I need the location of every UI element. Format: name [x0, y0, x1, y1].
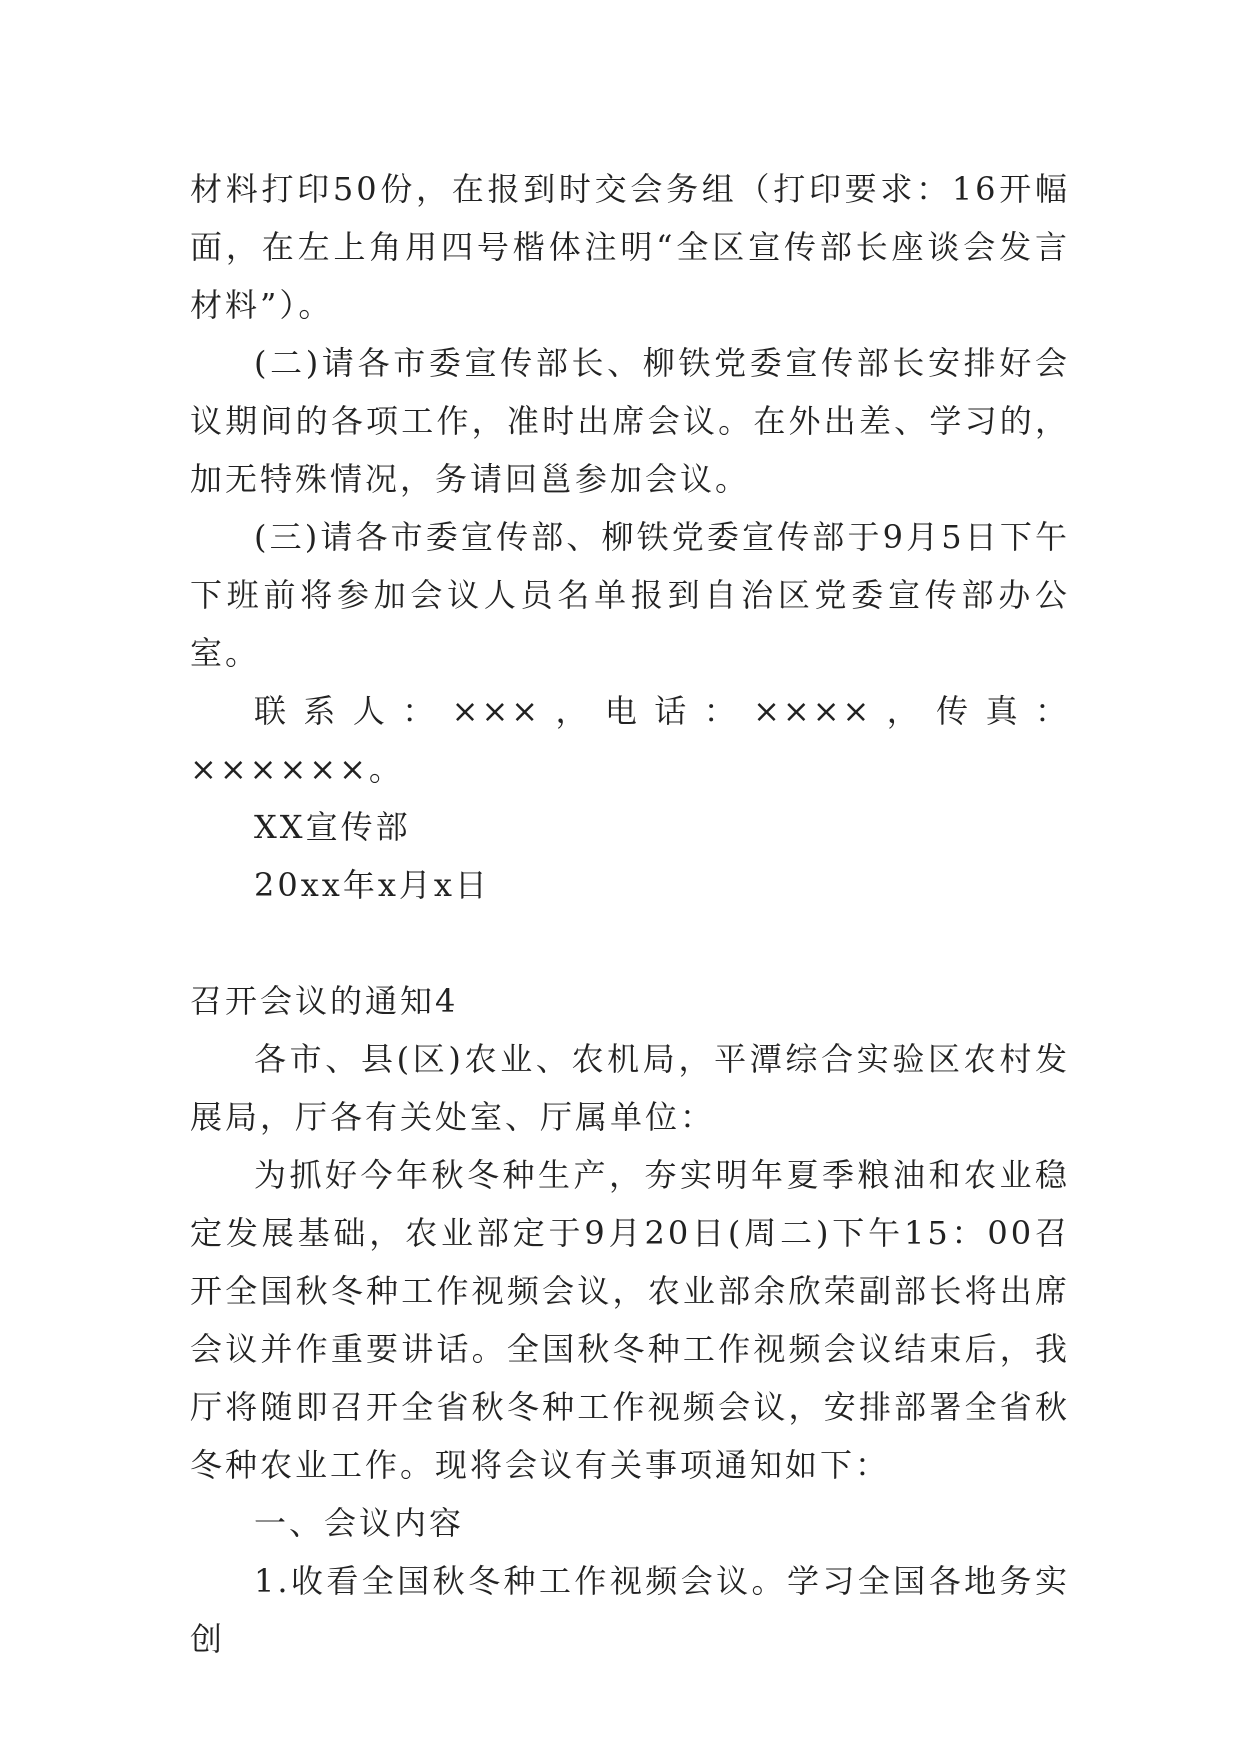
paragraph-item-3: (三)请各市委宣传部、柳铁党委宣传部于9月5日下午下班前将参加会议人员名单报到自治区党委宣传部办公室。: [190, 518, 1070, 672]
section-title: 召开会议的通知4: [190, 982, 459, 1020]
document-body: [190, 160, 1070, 1668]
paragraph-item-1: 1.收看全国秋冬种工作视频会议。学习全国各地务实创: [190, 1562, 1070, 1658]
signature-date: 20xx年x月x日: [254, 866, 490, 904]
signature-organization: XX宣传部: [254, 808, 411, 846]
paragraph-intro: 为抓好今年秋冬种生产，夯实明年夏季粮油和农业稳定发展基础，农业部定于9月20日(周二)下午15：00召开全国秋冬种工作视频会议，农业部余欣荣副部长将出席会议并作重要讲话。全国秋冬种工作视频会议结束后，我厅将随即召开全省秋冬种工作视频会议，安排部署全省秋冬种农业工作。现将会议有关事项通知如下：: [190, 1156, 1070, 1484]
addressee: 各市、县(区)农业、农机局，平潭综合实验区农村发展局，厅各有关处室、厅属单位：: [190, 1040, 1070, 1136]
paragraph-materials-continued: 材料打印50份，在报到时交会务组（打印要求：16开幅面，在左上角用四号楷体注明“全区宣传部长座谈会发言材料”）。: [190, 170, 1070, 324]
paragraph-item-2: (二)请各市委宣传部长、柳铁党委宣传部长安排好会议期间的各项工作，准时出席会议。在外出差、学习的，加无特殊情况，务请回邕参加会议。: [190, 344, 1070, 498]
section-gap: [190, 914, 1070, 972]
heading-meeting-content: 一、会议内容: [254, 1504, 465, 1542]
paragraph-contact: 联系人：×××，电话：××××，传真：××××××。: [190, 692, 1070, 788]
